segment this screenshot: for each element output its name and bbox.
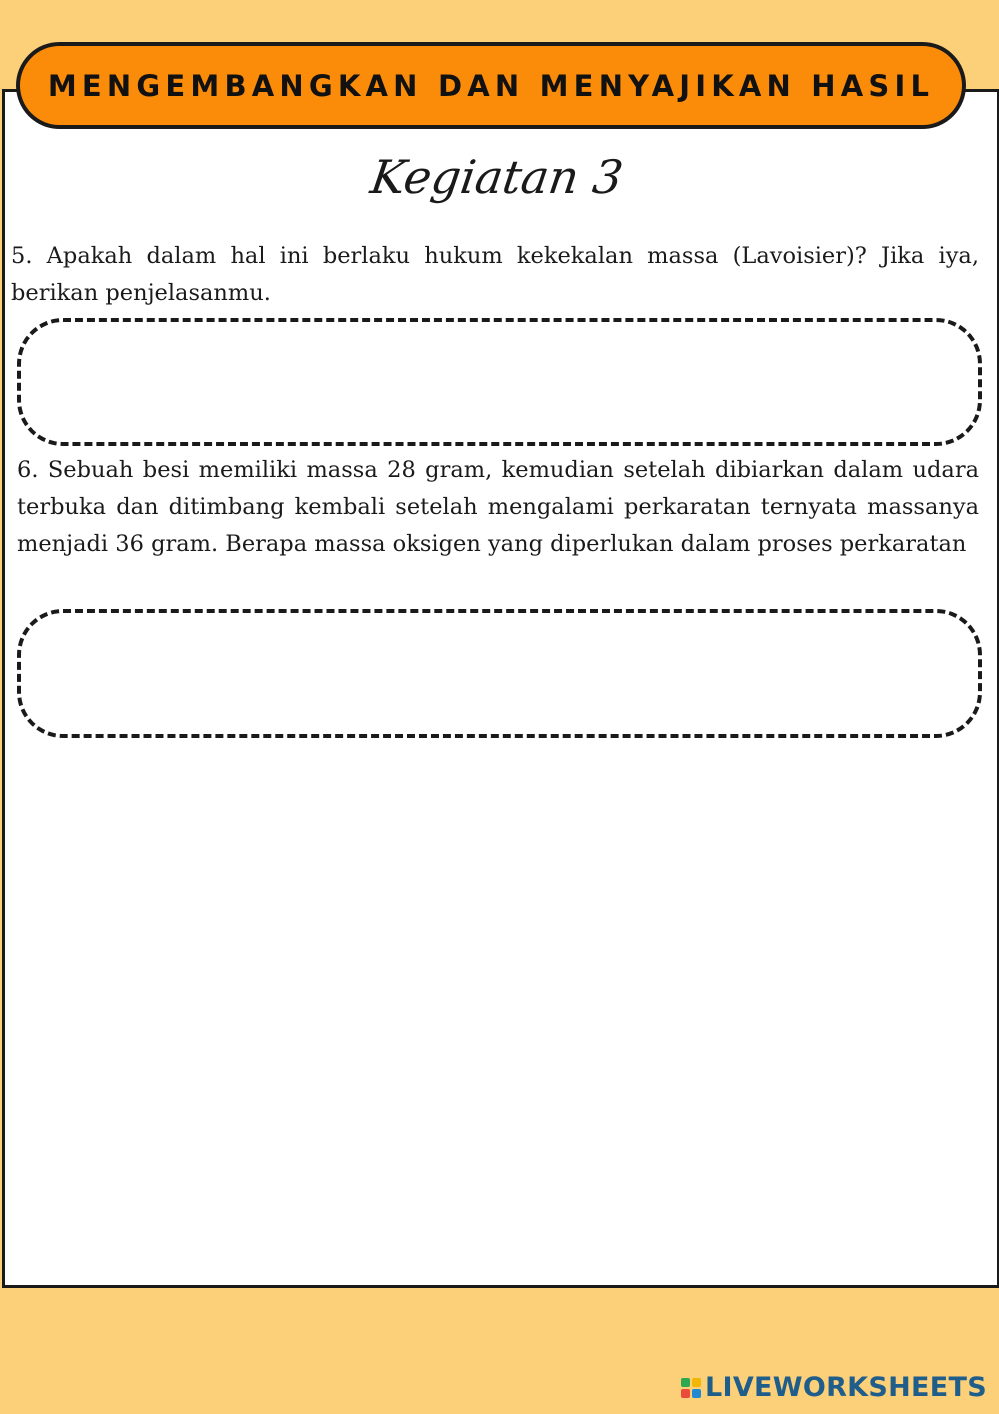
logo-square	[692, 1389, 701, 1398]
page-title: MENGEMBANGKAN DAN MENYAJIKAN HASIL	[47, 68, 935, 103]
logo-square	[681, 1378, 690, 1387]
answer-box-6[interactable]	[17, 609, 982, 738]
answer-6-input[interactable]	[51, 625, 948, 722]
answer-box-5[interactable]	[17, 318, 982, 446]
brand-name: LIVEWORKSHEETS	[704, 1372, 987, 1403]
liveworksheets-logo[interactable]	[681, 1372, 987, 1403]
question-5-text: 5. Apakah dalam hal ini berlaku hukum kekekalan massa (Lavoisier)? Jika iya, berikan penjelasanmu.	[11, 243, 979, 306]
page-title-banner	[16, 42, 966, 129]
question-6-text: 6. Sebuah besi memiliki massa 28 gram, kemudian setelah dibiarkan dalam udara terbuka dan ditimbang kembali setelah mengalami perkaratan ternyata massanya menjadi 36 gram. Berapa massa oksigen yang diperlukan dalam proses perkaratan	[17, 457, 979, 557]
liveworksheets-logo-icon	[681, 1378, 701, 1398]
logo-square	[692, 1378, 701, 1387]
logo-square	[681, 1389, 690, 1398]
activity-subtitle: Kegiatan 3	[367, 150, 627, 204]
answer-5-input[interactable]	[51, 334, 948, 430]
